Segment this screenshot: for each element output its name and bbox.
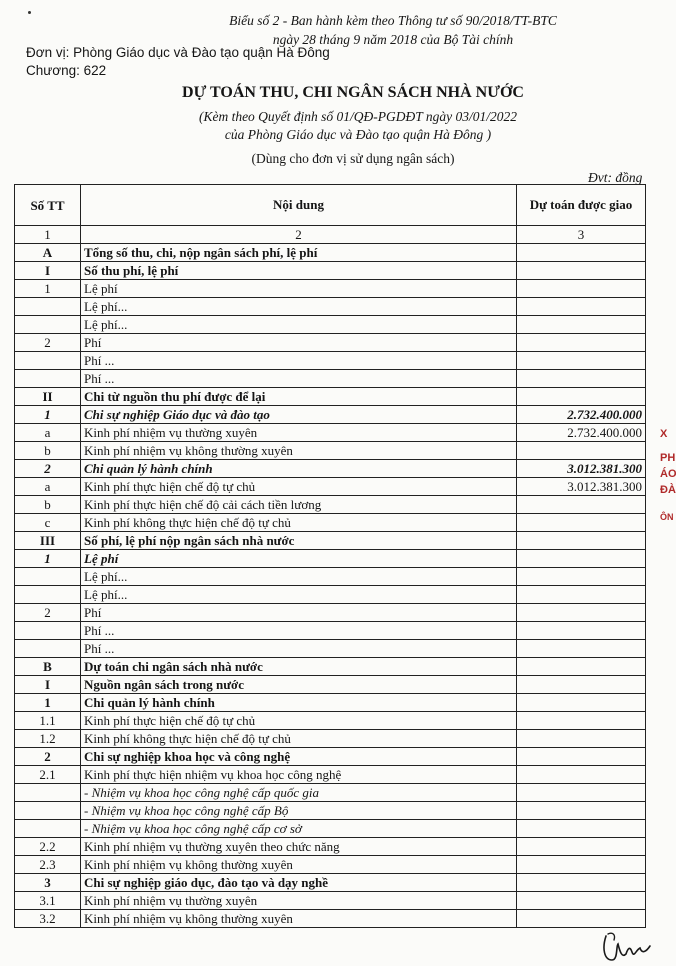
table-row [15, 388, 646, 406]
row-amount [517, 604, 646, 622]
row-number: 3 [15, 874, 81, 892]
row-number: 2 [15, 748, 81, 766]
row-amount [517, 514, 646, 532]
row-amount [517, 856, 646, 874]
row-content: - Nhiệm vụ khoa học công nghệ cấp quốc gia [81, 784, 517, 802]
row-number [15, 298, 81, 316]
row-content: Lệ phí... [81, 316, 517, 334]
row-number: 1 [15, 406, 81, 424]
row-content: Kinh phí thực hiện nhiệm vụ khoa học công nghệ [81, 766, 517, 784]
row-content: Lệ phí... [81, 298, 517, 316]
signature-initials [598, 930, 654, 964]
row-content: - Nhiệm vụ khoa học công nghệ cấp cơ sở [81, 820, 517, 838]
table-row [15, 478, 646, 496]
row-number: 2.2 [15, 838, 81, 856]
row-amount [517, 712, 646, 730]
budget-table-body [15, 244, 646, 928]
column-header-stt: Số TT [15, 185, 81, 226]
row-amount [517, 298, 646, 316]
row-amount [517, 586, 646, 604]
row-amount [517, 838, 646, 856]
table-row [15, 730, 646, 748]
table-row [15, 712, 646, 730]
stamp-fragment: ÔN [660, 512, 674, 522]
usage-note: (Dùng cho đơn vị sử dụng ngân sách) [251, 151, 455, 166]
table-row [15, 766, 646, 784]
row-content: Kinh phí nhiệm vụ thường xuyên theo chức năng [81, 838, 517, 856]
row-number [15, 640, 81, 658]
row-content: Chi quản lý hành chính [81, 460, 517, 478]
row-number: B [15, 658, 81, 676]
row-number [15, 316, 81, 334]
row-content: Kinh phí không thực hiện chế độ tự chủ [81, 730, 517, 748]
table-row [15, 298, 646, 316]
row-number: a [15, 424, 81, 442]
row-content: Chi sự nghiệp giáo dục, đào tạo và dạy nghề [81, 874, 517, 892]
table-row [15, 820, 646, 838]
row-number: I [15, 262, 81, 280]
row-amount [517, 352, 646, 370]
row-number: 1 [15, 694, 81, 712]
row-number [15, 622, 81, 640]
row-number: c [15, 514, 81, 532]
row-number: 1 [15, 550, 81, 568]
unit-info [26, 44, 330, 80]
row-amount: 3.012.381.300 [517, 460, 646, 478]
row-amount: 3.012.381.300 [517, 478, 646, 496]
row-amount: 2.732.400.000 [517, 406, 646, 424]
row-number [15, 820, 81, 838]
row-number [15, 784, 81, 802]
row-content: Lệ phí [81, 550, 517, 568]
row-content: Kinh phí thực hiện chế độ tự chủ [81, 712, 517, 730]
row-number [15, 568, 81, 586]
row-content: Kinh phí nhiệm vụ không thường xuyên [81, 856, 517, 874]
row-number: a [15, 478, 81, 496]
row-number [15, 586, 81, 604]
row-number: III [15, 532, 81, 550]
row-amount [517, 892, 646, 910]
table-row [15, 334, 646, 352]
table-row [15, 442, 646, 460]
unit-line: Đơn vị: Phòng Giáo dục và Đào tạo quận Hà Đông [26, 45, 330, 60]
row-content: Kinh phí nhiệm vụ thường xuyên [81, 892, 517, 910]
row-number: 2.1 [15, 766, 81, 784]
table-row [15, 892, 646, 910]
row-amount [517, 532, 646, 550]
row-amount [517, 802, 646, 820]
row-content: Nguồn ngân sách trong nước [81, 676, 517, 694]
row-content: Kinh phí không thực hiện chế độ tự chủ [81, 514, 517, 532]
row-content: Phí [81, 334, 517, 352]
row-amount [517, 766, 646, 784]
table-row [15, 550, 646, 568]
row-number: 2 [15, 604, 81, 622]
row-amount [517, 622, 646, 640]
row-number: A [15, 244, 81, 262]
subtitle-line-2: của Phòng Giáo dục và Đào tạo quận Hà Đông ) [224, 127, 492, 142]
row-content: Tổng số thu, chi, nộp ngân sách phí, lệ phí [81, 244, 517, 262]
row-content: Kinh phí nhiệm vụ không thường xuyên [81, 910, 517, 928]
row-number: 3.1 [15, 892, 81, 910]
table-row [15, 586, 646, 604]
table-row [15, 604, 646, 622]
table-row [15, 676, 646, 694]
table-row [15, 406, 646, 424]
table-row [15, 874, 646, 892]
row-content: Kinh phí thực hiện chế độ tự chủ [81, 478, 517, 496]
row-content: Số phí, lệ phí nộp ngân sách nhà nước [81, 532, 517, 550]
row-number: b [15, 496, 81, 514]
row-content: Phí ... [81, 640, 517, 658]
subtitle-line-1: (Kèm theo Quyết định số 01/QĐ-PGDĐT ngày 03/01/2022 [198, 109, 518, 124]
row-amount [517, 280, 646, 298]
table-row [15, 244, 646, 262]
row-number [15, 802, 81, 820]
currency-unit: Đvt: đồng [588, 170, 643, 185]
row-amount [517, 676, 646, 694]
column-number: 1 [15, 226, 81, 244]
column-header-content: Nội dung [81, 185, 517, 226]
row-amount [517, 550, 646, 568]
row-number [15, 370, 81, 388]
row-amount [517, 316, 646, 334]
row-amount [517, 244, 646, 262]
row-content: Lệ phí [81, 280, 517, 298]
row-content: Kinh phí nhiệm vụ không thường xuyên [81, 442, 517, 460]
table-row [15, 532, 646, 550]
row-number: I [15, 676, 81, 694]
table-row [15, 694, 646, 712]
row-number: 2 [15, 334, 81, 352]
table-row [15, 784, 646, 802]
row-amount [517, 496, 646, 514]
reference-line-2: ngày 28 tháng 9 năm 2018 của Bộ Tài chính [272, 32, 514, 47]
table-row [15, 910, 646, 928]
row-amount [517, 730, 646, 748]
row-amount [517, 694, 646, 712]
row-amount [517, 820, 646, 838]
row-amount [517, 784, 646, 802]
row-content: Chi sự nghiệp Giáo dục và đào tạo [81, 406, 517, 424]
table-row [15, 280, 646, 298]
row-content: Phí ... [81, 352, 517, 370]
table-row [15, 622, 646, 640]
row-amount [517, 748, 646, 766]
row-number: 1 [15, 280, 81, 298]
row-amount: 2.732.400.000 [517, 424, 646, 442]
table-row [15, 514, 646, 532]
budget-table [14, 184, 646, 928]
column-header-amount: Dự toán được giao [517, 185, 646, 226]
row-amount [517, 568, 646, 586]
table-row [15, 658, 646, 676]
row-number: II [15, 388, 81, 406]
row-amount [517, 874, 646, 892]
table-row [15, 748, 646, 766]
row-number: 1.2 [15, 730, 81, 748]
row-content: Chi quản lý hành chính [81, 694, 517, 712]
table-row [15, 460, 646, 478]
table-row [15, 802, 646, 820]
row-content: Số thu phí, lệ phí [81, 262, 517, 280]
stamp-fragment: ĐÀ [660, 484, 676, 496]
row-number: 2 [15, 460, 81, 478]
row-content: Phí ... [81, 622, 517, 640]
table-row [15, 568, 646, 586]
row-content: Phí ... [81, 370, 517, 388]
row-content: Phí [81, 604, 517, 622]
column-number: 3 [517, 226, 646, 244]
stamp-fragment: PH [660, 452, 676, 464]
row-content: Kinh phí nhiệm vụ thường xuyên [81, 424, 517, 442]
row-content: Kinh phí thực hiện chế độ cải cách tiền lương [81, 496, 517, 514]
row-amount [517, 334, 646, 352]
row-content: Lệ phí... [81, 586, 517, 604]
table-row [15, 856, 646, 874]
row-content: Dự toán chi ngân sách nhà nước [81, 658, 517, 676]
row-number [15, 352, 81, 370]
decision-subtitle [0, 108, 676, 144]
table-row [15, 352, 646, 370]
column-number: 2 [81, 226, 517, 244]
row-amount [517, 442, 646, 460]
table-row [15, 316, 646, 334]
row-content: Chi sự nghiệp khoa học và công nghệ [81, 748, 517, 766]
row-amount [517, 910, 646, 928]
reference-line-1: Biểu số 2 - Ban hành kèm theo Thông tư số 90/2018/TT-BTC [229, 13, 557, 28]
stamp-fragment: X [660, 428, 668, 440]
header-row [15, 185, 646, 226]
row-amount [517, 262, 646, 280]
table-row [15, 424, 646, 442]
table-row [15, 838, 646, 856]
table-row [15, 496, 646, 514]
row-amount [517, 388, 646, 406]
row-content: - Nhiệm vụ khoa học công nghệ cấp Bộ [81, 802, 517, 820]
row-number: b [15, 442, 81, 460]
row-amount [517, 370, 646, 388]
row-amount [517, 658, 646, 676]
table-row [15, 640, 646, 658]
row-content: Lệ phí... [81, 568, 517, 586]
table-row [15, 370, 646, 388]
row-number: 3.2 [15, 910, 81, 928]
page-title: DỰ TOÁN THU, CHI NGÂN SÁCH NHÀ NƯỚC [182, 84, 524, 101]
row-number: 1.1 [15, 712, 81, 730]
chapter-line: Chương: 622 [26, 63, 107, 78]
row-content: Chi từ nguồn thu phí được để lại [81, 388, 517, 406]
row-amount [517, 640, 646, 658]
stamp-fragment: ÁO [660, 468, 676, 480]
row-number: 2.3 [15, 856, 81, 874]
table-row [15, 262, 646, 280]
column-number-row [15, 226, 646, 244]
